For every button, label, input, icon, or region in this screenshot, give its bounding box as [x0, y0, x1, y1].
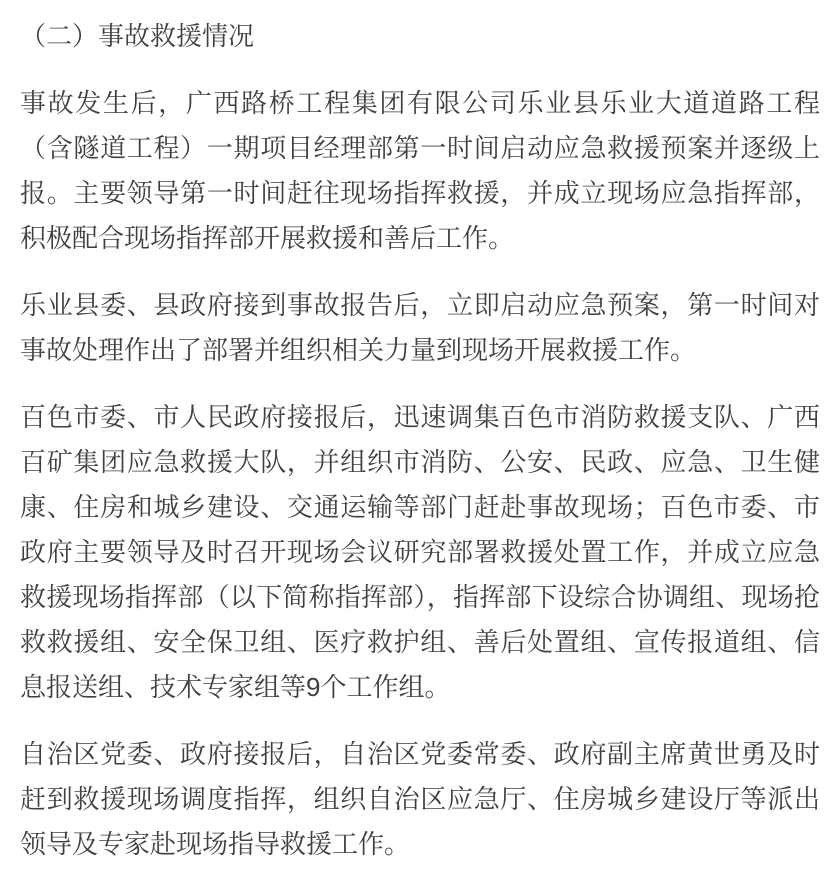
paragraph-city-response: 百色市委、市人民政府接报后，迅速调集百色市消防救援支队、广西百矿集团应急救援大队，并组织市消防、公安、民政、应急、卫生健康、住房和城乡建设、交通运输等部门赶赴事故现场；百色市委、市政府主要领导及时召开现场会议研究部署救援处置工作，并成立应急救援现场指挥部（以下简称指挥部），指挥部下设综合协调组、现场抢救救援组、安全保卫组、医疗救护组、善后处置组、宣传报道组、信息报送组、技术专家组等9个工作组。 [20, 402, 820, 702]
paragraph-region-response: 自治区党委、政府接报后，自治区党委常委、政府副主席黄世勇及时赶到救援现场调度指挥，组织自治区应急厅、住房城乡建设厅等派出领导及专家赴现场指导救援工作。 [20, 739, 820, 859]
paragraph-county-response: 乐业县委、县政府接到事故报告后，立即启动应急预案，第一时间对事故处理作出了部署并组织相关力量到现场开展救援工作。 [20, 290, 820, 365]
paragraph-rescue-company: 事故发生后，广西路桥工程集团有限公司乐业县乐业大道道路工程（含隧道工程）一期项目经理部第一时间启动应急救援预案并逐级上报。主要领导第一时间赶往现场指挥救援，并成立现场应急指挥部，积极配合现场指挥部开展救援和善后工作。 [20, 88, 820, 253]
section-heading: （二）事故救援情况 [20, 21, 255, 51]
